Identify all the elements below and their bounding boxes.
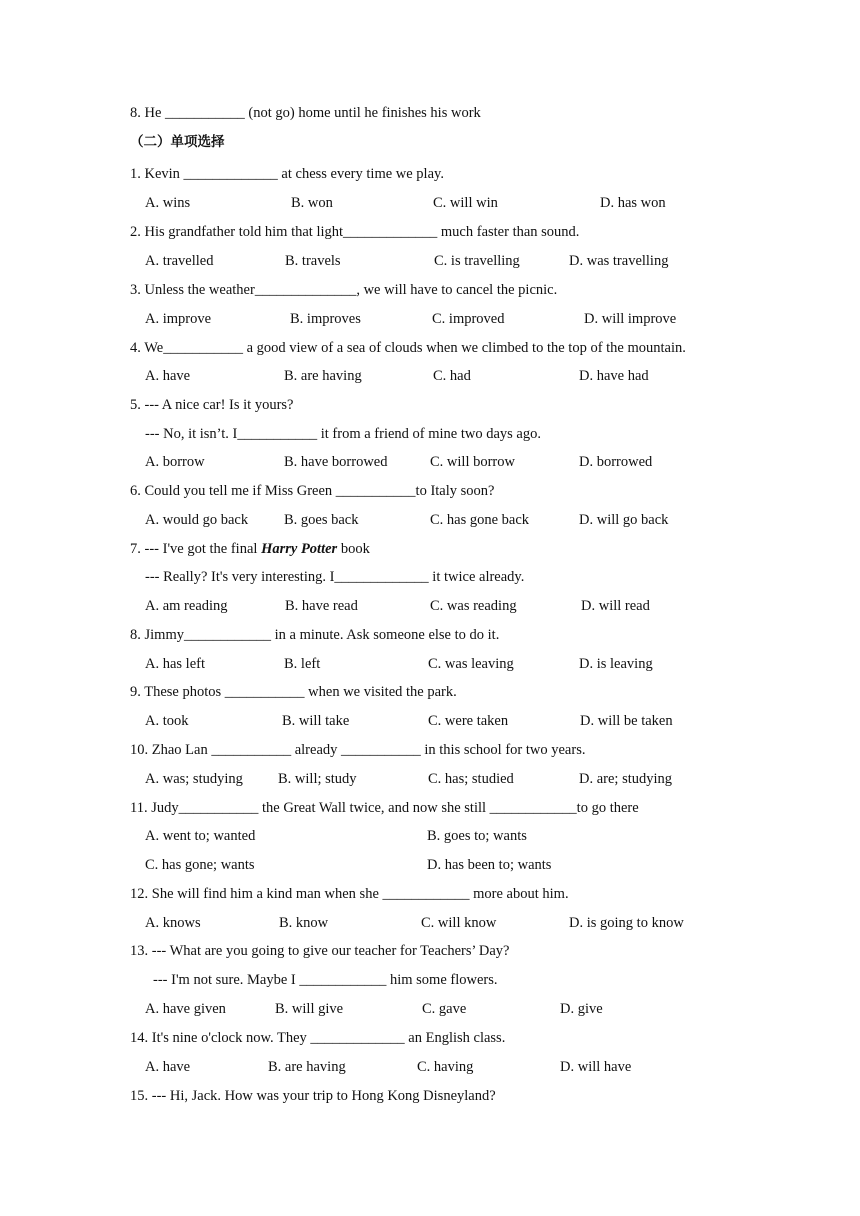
option-c: C. was leaving (428, 656, 514, 672)
option-b: B. are having (284, 368, 362, 384)
option-d: D. was travelling (569, 253, 669, 269)
option-d: D. will go back (579, 512, 669, 528)
section-heading: （二）单项选择 (130, 134, 225, 150)
question-stem: 13. --- What are you going to give our teacher for Teachers’ Day? (130, 943, 510, 959)
option-b: B. will take (282, 713, 350, 729)
option-b: B. know (279, 915, 329, 931)
question-stem: 4. We___________ a good view of a sea of clouds when we climbed to the top of the mountain. (130, 340, 686, 356)
question-stem: 10. Zhao Lan ___________ already ___________ in this school for two years. (130, 742, 586, 758)
question-stem: 1. Kevin _____________ at chess every time we play. (130, 166, 444, 182)
question-stem: 12. She will find him a kind man when she ____________ more about him. (130, 886, 569, 902)
option-c: C. gave (422, 1001, 467, 1017)
question-stem (130, 540, 370, 558)
question-stem-reply: --- Really? It's very interesting. I_____________ it twice already. (145, 569, 525, 585)
question-stem: 15. --- Hi, Jack. How was your trip to Hong Kong Disneyland? (130, 1088, 496, 1104)
question-stem: 9. These photos ___________ when we visited the park. (130, 684, 457, 700)
option-d: D. has won (600, 195, 666, 211)
option-a: A. went to; wanted (145, 828, 256, 844)
option-a: A. travelled (145, 253, 214, 269)
option-b: B. improves (290, 311, 361, 327)
option-d: D. is going to know (569, 915, 684, 931)
option-c: C. was reading (430, 598, 517, 614)
option-a: A. have given (145, 1001, 226, 1017)
option-c: C. has gone back (430, 512, 530, 528)
question-stem: 14. It's nine o'clock now. They _____________ an English class. (130, 1030, 506, 1046)
option-b: B. will; study (278, 771, 357, 787)
option-c: C. has; studied (428, 771, 514, 787)
option-b: B. goes to; wants (427, 828, 527, 844)
option-b: B. goes back (284, 512, 359, 528)
book-title: Harry Potter (261, 541, 338, 557)
option-c: C. improved (432, 311, 505, 327)
question-stem: 3. Unless the weather______________, we will have to cancel the picnic. (130, 282, 558, 298)
option-a: A. knows (145, 915, 201, 931)
option-a: A. have (145, 368, 191, 384)
question-stem-reply: --- No, it isn’t. I___________ it from a friend of mine two days ago. (145, 426, 541, 442)
option-c: C. is travelling (434, 253, 520, 269)
option-a: A. am reading (145, 598, 228, 614)
question-stem: 8. Jimmy____________ in a minute. Ask someone else to do it. (130, 627, 500, 643)
question-stem: 5. --- A nice car! Is it yours? (130, 397, 294, 413)
option-d: D. are; studying (579, 771, 673, 787)
option-c: C. has gone; wants (145, 857, 255, 873)
option-d: D. will improve (584, 311, 677, 327)
option-d: D. give (560, 1001, 603, 1017)
option-d: D. is leaving (579, 656, 653, 672)
option-c: C. will borrow (430, 454, 515, 470)
option-c: C. having (417, 1059, 474, 1075)
option-d: D. borrowed (579, 454, 653, 470)
option-c: C. will know (421, 915, 497, 931)
option-c: C. had (433, 368, 471, 384)
question-stem-reply: --- I'm not sure. Maybe I ____________ him some flowers. (153, 972, 498, 988)
stem-text: book (337, 541, 370, 557)
option-b: B. are having (268, 1059, 346, 1075)
option-b: B. have read (285, 598, 358, 614)
option-c: C. will win (433, 195, 498, 211)
option-a: A. improve (145, 311, 212, 327)
option-a: A. was; studying (145, 771, 243, 787)
option-b: B. travels (285, 253, 341, 269)
option-a: A. borrow (145, 454, 205, 470)
question-stem: 2. His grandfather told him that light_____________ much faster than sound. (130, 224, 580, 240)
option-a: A. would go back (145, 512, 249, 528)
option-d: D. has been to; wants (427, 857, 552, 873)
option-d: D. will be taken (580, 713, 673, 729)
option-b: B. will give (275, 1001, 344, 1017)
option-b: B. have borrowed (284, 454, 388, 470)
option-a: A. wins (145, 195, 191, 211)
question-stem: 6. Could you tell me if Miss Green ___________to Italy soon? (130, 483, 495, 499)
fill-in-question-8: 8. He ___________ (not go) home until he finishes his work (130, 105, 481, 121)
option-a: A. have (145, 1059, 191, 1075)
option-d: D. will read (581, 598, 650, 614)
option-b: B. won (291, 195, 333, 211)
question-stem: 11. Judy___________ the Great Wall twice, and now she still ____________to go there (130, 800, 639, 816)
option-d: D. have had (579, 368, 649, 384)
stem-text: 7. --- I've got the final (130, 541, 262, 557)
option-b: B. left (284, 656, 321, 672)
option-a: A. has left (145, 656, 205, 672)
option-a: A. took (145, 713, 189, 729)
option-d: D. will have (560, 1059, 632, 1075)
option-c: C. were taken (428, 713, 509, 729)
